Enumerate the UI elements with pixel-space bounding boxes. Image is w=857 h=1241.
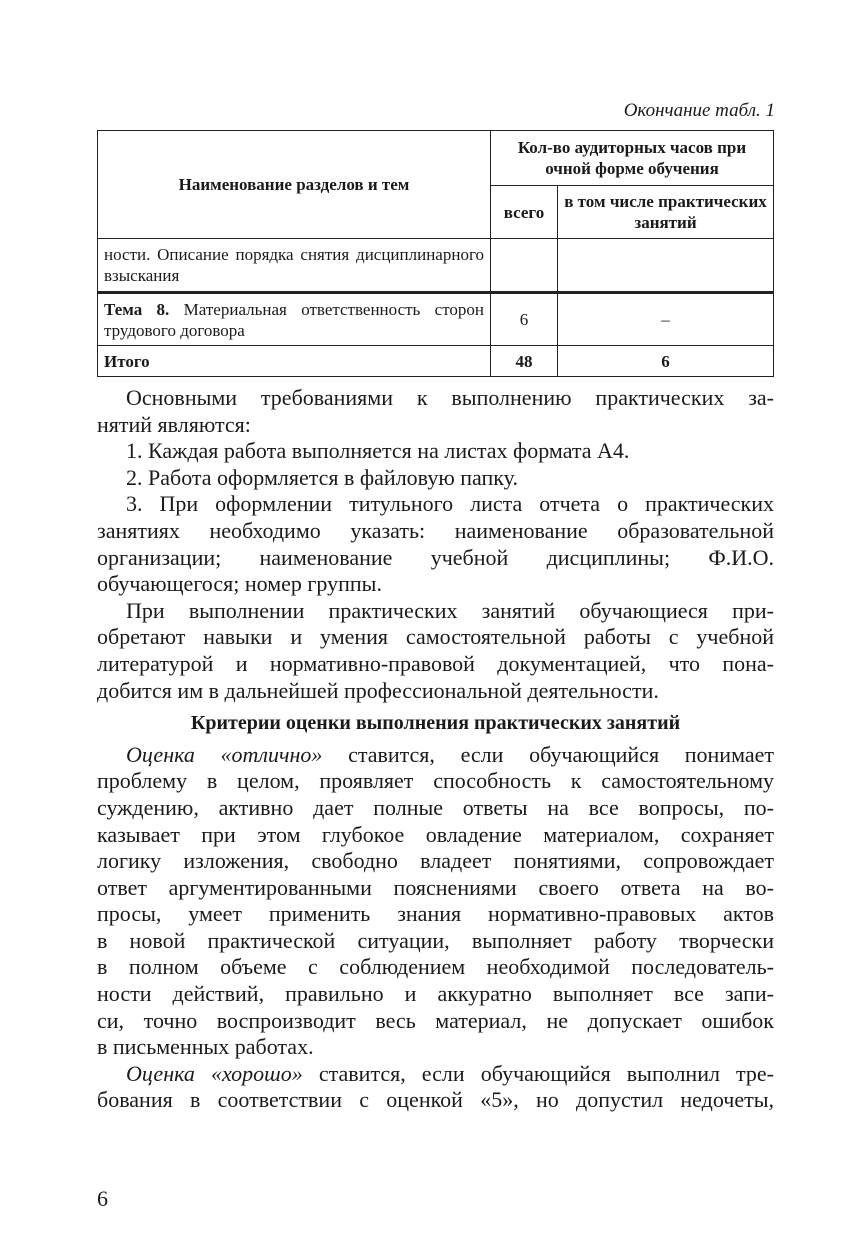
text-line: в новой практической ситуации, выполняет работу творчески [97,927,774,953]
text-line: Основными требованиями к выполнению практических за- [126,385,774,410]
table-continuation-label: Окончание табл. 1 [623,100,775,121]
text-line: нятий являются: [97,411,251,437]
text-line: занятиях необходимо указать: наименование образовательной [97,517,774,543]
text-line: 2. Работа оформляется в файловую папку. [126,464,518,490]
text-line: ответ аргументированными пояснениями своего ответа на во- [97,874,774,900]
text-line: просы, умеет применить знания нормативно-правовых актов [97,901,774,927]
text-line: При выполнении практических занятий обучающиеся при- [126,597,774,623]
page-number: 6 [97,1186,108,1211]
text-line: суждению, активно дает полные ответы на все вопросы, по- [97,794,774,820]
header-hours: Кол-во аудиторных часов при очной форме обучения [491,131,774,186]
text-line: обретают навыки и умения самостоятельной работы с учебной [97,624,774,650]
text-line: организации; наименование учебной дисциплины; Ф.И.О. [97,544,774,570]
text-line: проблему в целом, проявляет способность к самостоятельному [97,768,774,794]
text-line: в полном объеме с соблюдением необходимой последователь- [97,954,774,980]
body-text [97,385,774,1114]
text-line: в письменных работах. [97,1034,314,1060]
text-line: Оценка «хорошо» ставится, если обучающийся выполнил тре- [126,1060,775,1086]
header-total: всего [491,186,558,239]
text-line: логику изложения, свободно владеет понятиями, сопровождает [97,848,774,874]
text-line: 1. Каждая работа выполняется на листах формата А4. [126,438,630,464]
table-row: ности. Описание порядка снятия дисциплинарного взыскания [98,239,774,293]
text-line: 3. При оформлении титульного листа отчета о практических [126,491,774,517]
text-line: казывает при этом глубокое овладение материалом, сохраняет [97,821,774,847]
header-name: Наименование разделов и тем [98,131,491,239]
text-line: обучающегося; номер группы. [97,571,382,597]
text-line: бования в соответствии с оценкой «5», но допустил недочеты, [97,1087,774,1113]
table-row: Тема 8. Материальная ответственность сторон трудового договора 6 – [98,293,774,346]
section-heading: Критерии оценки выполнения практических занятий [190,712,681,735]
text-line: си, точно воспроизводит весь материал, не допускает ошибок [97,1007,774,1033]
text-line: добится им в дальнейшей профессиональной деятельности. [97,677,659,703]
header-practice: в том числе практических занятий [558,186,774,239]
table-total-row: Итого 48 6 [98,346,774,377]
text-line: литературой и нормативно-правовой документацией, что пона- [97,650,774,676]
text-line: ности действий, правильно и аккуратно выполняет все запи- [97,981,774,1007]
hours-table [97,130,774,377]
text-line: Оценка «отлично» ставится, если обучающийся понимает [126,741,774,767]
